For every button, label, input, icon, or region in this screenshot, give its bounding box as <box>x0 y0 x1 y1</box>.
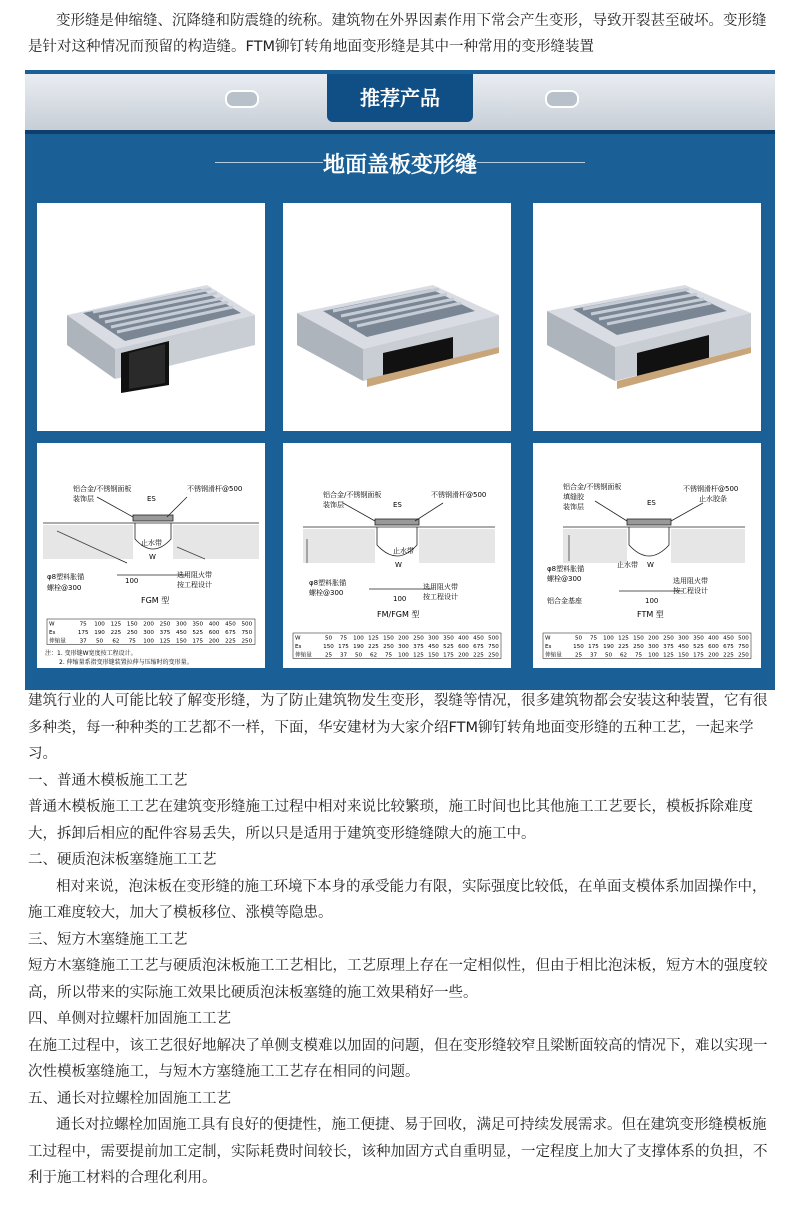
spec-table-cell: 100 <box>94 621 105 628</box>
spec-table-cell: 300 <box>428 635 439 642</box>
spec-table-cell: 25 <box>324 652 333 659</box>
spec-table-cell: 100 <box>398 652 409 659</box>
spec-table-cell: 175 <box>77 630 89 636</box>
spec-table-cell: 50 <box>95 638 104 645</box>
diagram-1-label-rod: 不锈钢滑杆@500 <box>187 485 243 493</box>
diagram-1-label-waterstop: 止水带 <box>141 539 162 547</box>
paragraph-text: 四、单侧对拉螺杆加固施工工艺 <box>28 1011 231 1027</box>
spec-table-cell: W <box>545 635 551 642</box>
paragraph-text: 相对来说，泡沫板在变形缝的施工环境下本身的承受能力有限，实际强度比较低，在单面支模体系加固操作中，施工难度较大，加大了模板移位、涨模等隐患。 <box>28 878 767 921</box>
spec-table-cell: 350 <box>192 621 204 628</box>
spec-table-cell: 500 <box>738 635 749 642</box>
spec-table-cell: 伸缩量 <box>545 652 562 659</box>
spec-table-cell: 750 <box>241 630 253 636</box>
diagram-3-label-seal-strip: 止水胶条 <box>699 495 727 503</box>
product-photo-1[interactable] <box>37 203 265 431</box>
spec-table-cell: W <box>49 621 55 628</box>
spec-table-cell: 300 <box>176 621 187 628</box>
spec-table-cell: 375 <box>663 644 674 650</box>
spec-table-cell: 525 <box>192 630 204 636</box>
diagram-2-label-decor: 装饰层 <box>323 501 344 509</box>
spec-table-cell: 150 <box>176 638 187 645</box>
spec-table-cell: 伸缩量 <box>49 638 66 645</box>
diagram-2-label-fire: 选用阻火带 <box>423 583 458 591</box>
spec-table-cell: 50 <box>324 635 333 642</box>
spec-table-cell: 125 <box>413 652 424 659</box>
diagram-1-label-fire: 选用阻火带 <box>177 571 212 579</box>
spec-table-cell: 175 <box>338 644 349 650</box>
spec-table-cell: 450 <box>428 644 439 650</box>
spec-table-cell: 75 <box>384 652 393 659</box>
spec-table-cell: 150 <box>323 644 334 650</box>
spec-table-cell: 225 <box>473 652 484 659</box>
spec-table-cell: 37 <box>589 652 598 659</box>
spec-table-cell: 150 <box>126 621 138 628</box>
spec-table-cell: 190 <box>603 644 614 650</box>
diagram-3-caption: FTM 型 <box>637 610 664 619</box>
paragraph-text: 五、通长对拉螺栓加固施工工艺 <box>28 1090 231 1107</box>
spec-table-cell: 250 <box>413 635 424 642</box>
intro-text: 变形缝是伸缩缝、沉降缝和防震缝的统称。建筑物在外界因素作用下常会产生变形，导致开裂甚至破坏。变形缝是针对这种情况而预留的构造缝。FTM铆钉转角地面变形缝是其中一种常用的变形缝装置 <box>28 13 767 55</box>
spec-table-cell: 175 <box>588 644 599 650</box>
diagram-1-caption: FGM 型 <box>141 596 170 605</box>
spec-table-cell: 125 <box>618 635 629 642</box>
diagram-3-label-fire: 选用阻火带 <box>673 577 708 585</box>
spec-table-cell: 175 <box>192 638 204 645</box>
spec-table-cell: 300 <box>678 635 689 642</box>
diagram-3-label-anchor: φ8塑料胀锚 <box>547 565 585 573</box>
spec-table-cell: 175 <box>693 652 704 659</box>
spec-table-cell: 600 <box>208 630 220 636</box>
spec-table-cell: 225 <box>225 638 236 645</box>
paragraph-text: 普通木模板施工工艺在建筑变形缝施工过程中相对来说比较繁琐，施工时间也比其他施工工艺要长，模板拆除难度大，拆卸后相应的配件容易丢失，所以只是适用于建筑变形缝缝隙大的施工中。 <box>28 799 753 842</box>
spec-table-cell: 250 <box>241 638 253 645</box>
spec-table-cell: 450 <box>473 635 484 642</box>
spec-table-cell: 100 <box>603 635 614 642</box>
intro-paragraph <box>28 8 773 60</box>
spec-table-cell: 37 <box>79 638 87 645</box>
spec-table-cell: 400 <box>208 621 220 628</box>
spec-table-cell: 350 <box>693 635 704 642</box>
spec-table-cell: 200 <box>648 635 659 642</box>
diagram-1-label-panel: 铝合金/不锈钢面板 <box>73 485 132 493</box>
diagram-1-label-anchor: φ8塑料胀锚 <box>47 573 85 581</box>
product-photo-2[interactable] <box>283 203 511 431</box>
spec-table-cell: 75 <box>339 635 348 642</box>
spec-table-cell: 675 <box>473 644 484 650</box>
spec-table-cell: 150 <box>633 635 644 642</box>
spec-table-cell: 675 <box>225 630 236 636</box>
spec-table-cell: 675 <box>723 644 734 650</box>
article-paragraph <box>28 847 773 874</box>
diagram-3-label-panel: 铝合金/不锈钢面板 <box>563 483 622 491</box>
diagram-1-note-2: 2. 伸缩量系指变形缝装置拉伸与压缩时的变形量。 <box>59 659 193 666</box>
diagram-3-label-w: W <box>647 561 654 569</box>
title-line-right <box>477 162 585 163</box>
paragraph-text: 一、普通木模板施工工艺 <box>28 772 188 789</box>
spec-table-cell: 400 <box>458 635 469 642</box>
diagram-1-label-w: W <box>149 553 156 561</box>
spec-table-cell: 400 <box>708 635 719 642</box>
spec-table-cell: 200 <box>398 635 409 642</box>
spec-table-cell: 75 <box>128 638 136 645</box>
spec-table-cell: 525 <box>693 644 704 650</box>
spec-table-cell: 750 <box>488 644 499 650</box>
diagram-card-2[interactable] <box>283 443 511 668</box>
spec-table-cell: 300 <box>648 644 659 650</box>
spec-table-cell: 500 <box>488 635 499 642</box>
spec-table-cell: 200 <box>708 652 719 659</box>
diagram-2-label-panel: 铝合金/不锈钢面板 <box>323 491 382 499</box>
ring-left-icon <box>225 90 259 108</box>
paragraph-text: 二、硬质泡沫板塞缝施工工艺 <box>28 852 217 868</box>
paragraph-text: 短方木塞缝施工工艺与硬质泡沫板施工工艺相比，工艺原理上存在一定相似性，但由于相比泡沫板，短方木的强度较高，所以带来的实际施工效果比硬质泡沫板塞缝的施工效果稍好一些。 <box>28 958 768 1001</box>
spec-table-cell: 75 <box>589 635 598 642</box>
diagram-card-1[interactable] <box>37 443 265 668</box>
diagram-2-label-w: W <box>395 561 402 569</box>
spec-table-cell: 250 <box>383 644 394 650</box>
spec-table-cell: 125 <box>159 638 171 645</box>
spec-table-cell: 300 <box>143 630 154 636</box>
article-paragraph <box>28 1086 773 1113</box>
article-body <box>28 688 773 1192</box>
spec-table-cell: 750 <box>738 644 749 650</box>
spec-table-cell: 600 <box>708 644 719 650</box>
spec-table-cell: 伸缩量 <box>295 652 312 659</box>
spec-table-cell: 150 <box>573 644 584 650</box>
diagram-2-label-rod: 不锈钢滑杆@500 <box>431 491 487 499</box>
spec-table-cell: 500 <box>241 621 253 628</box>
article-paragraph <box>28 768 773 795</box>
diagram-3-label-design: 按工程设计 <box>673 587 708 595</box>
diagram-card-3[interactable] <box>533 443 761 668</box>
spec-table-cell: 350 <box>443 635 454 642</box>
product-photo-3[interactable] <box>533 203 761 431</box>
diagram-3-spec-table <box>543 633 751 659</box>
paragraph-text: 在施工过程中，该工艺很好地解决了单侧支模难以加固的问题，但在变形缝较窄且梁断面较高的情况下，难以实现一次性模板塞缝施工，与短木方塞缝施工工艺存在相同的问题。 <box>28 1037 768 1080</box>
spec-table-cell: 250 <box>738 652 749 659</box>
ring-right-icon <box>545 90 579 108</box>
diagram-1-label-decor: 装饰层 <box>73 495 94 503</box>
diagram-1-note-1: 注：1. 变形缝W宽度按工程设计。 <box>45 650 137 657</box>
diagram-3-label-base: 铝合金基座 <box>547 597 582 605</box>
diagram-2-label-design: 按工程设计 <box>423 593 458 601</box>
spec-table-cell: 190 <box>94 630 105 636</box>
section-title: 地面盖板变形缝 <box>322 153 477 178</box>
article-paragraph <box>28 1033 773 1086</box>
diagram-1-spec-table <box>47 619 255 645</box>
diagram-2-caption: FM/FGM 型 <box>377 610 420 619</box>
spec-table-cell: 150 <box>383 635 394 642</box>
recommended-tab[interactable]: 推荐产品 <box>327 74 473 122</box>
spec-table-cell: 250 <box>663 635 674 642</box>
spec-table-cell: 225 <box>618 644 629 650</box>
spec-table-cell: 62 <box>619 652 628 659</box>
diagram-2-label-waterstop: 止水带 <box>393 547 414 555</box>
spec-table-cell: 25 <box>574 652 583 659</box>
spec-table-cell: 200 <box>208 638 220 645</box>
spec-table-cell: 125 <box>110 621 122 628</box>
diagram-2-label-bolt: 螺栓@300 <box>309 589 344 597</box>
spec-table-cell: Es <box>49 630 56 636</box>
spec-table-cell: 375 <box>159 630 171 636</box>
paragraph-text: 通长对拉螺栓加固施工具有良好的便捷性，施工便捷、易于回收，满足可持续发展需求。但在建筑变形缝模板施工过程中，需要提前加工定制，实际耗费时间较长，该种加固方式自重明显，一定程度上加大了支撑体系的负担，不利于施工材料的合理化利用。 <box>28 1117 768 1186</box>
spec-table-cell: 250 <box>159 621 171 628</box>
diagram-3-label-100: 100 <box>645 597 659 605</box>
spec-table-cell: 37 <box>339 652 348 659</box>
recommended-products-panel <box>25 70 775 690</box>
spec-table-cell: 450 <box>723 635 734 642</box>
spec-table-cell: 200 <box>143 621 154 628</box>
spec-table-cell: 150 <box>678 652 689 659</box>
spec-table-cell: 600 <box>458 644 469 650</box>
spec-table-cell: 450 <box>225 621 236 628</box>
article-paragraph <box>28 1006 773 1033</box>
spec-table-cell: 175 <box>443 652 454 659</box>
spec-table-cell: Es <box>295 644 302 650</box>
spec-table-cell: W <box>295 635 301 642</box>
spec-table-cell: 450 <box>176 630 187 636</box>
diagram-3-label-bolt: 螺栓@300 <box>547 575 582 583</box>
diagram-1-label-bolt: 螺栓@300 <box>47 584 82 592</box>
spec-table-cell: 250 <box>488 652 499 659</box>
spec-table-cell: 525 <box>443 644 454 650</box>
spec-table-cell: 200 <box>458 652 469 659</box>
spec-table-cell: 75 <box>79 621 87 628</box>
spec-table-cell: 125 <box>663 652 674 659</box>
diagram-1-label-100: 100 <box>125 577 139 585</box>
spec-table-cell: 250 <box>126 630 138 636</box>
diagram-3-label-waterstop: 止水带 <box>617 561 638 569</box>
article-paragraph <box>28 874 773 927</box>
spec-table-cell: 100 <box>648 652 659 659</box>
diagram-2-spec-table <box>293 633 501 659</box>
spec-table-cell: 50 <box>604 652 613 659</box>
paragraph-text: 建筑行业的人可能比较了解变形缝，为了防止建筑物发生变形，裂缝等情况，很多建筑物都会安装这种装置，它有很多种类，每一种种类的工艺都不一样，下面，华安建材为大家介绍FTM铆钉转角地面变形缝的五种工艺，一起来学习。 <box>28 693 768 762</box>
article-paragraph <box>28 953 773 1006</box>
spec-table-cell: 62 <box>112 638 120 645</box>
spec-table-cell: 50 <box>354 652 363 659</box>
diagram-3-label-sealant: 填缝胶 <box>563 493 584 501</box>
diagram-3-label-decor: 装饰层 <box>563 503 584 511</box>
article-paragraph <box>28 1112 773 1192</box>
diagram-2-label-es: ES <box>393 501 402 509</box>
header-underline <box>25 130 775 134</box>
article-paragraph <box>28 927 773 954</box>
spec-table-cell: 100 <box>143 638 154 645</box>
spec-table-cell: 50 <box>574 635 583 642</box>
diagram-2-label-anchor: φ8塑料胀锚 <box>309 579 347 587</box>
diagram-2-label-100: 100 <box>393 595 407 603</box>
spec-table-cell: 250 <box>633 644 644 650</box>
spec-table-cell: 125 <box>368 635 379 642</box>
spec-table-cell: 190 <box>353 644 364 650</box>
spec-table-cell: 150 <box>428 652 439 659</box>
article-paragraph <box>28 688 773 768</box>
diagram-3-label-rod: 不锈钢滑杆@500 <box>683 485 739 493</box>
article-paragraph <box>28 794 773 847</box>
diagram-1-label-es: ES <box>147 495 156 503</box>
spec-table-cell: Es <box>545 644 552 650</box>
spec-table-cell: 62 <box>369 652 378 659</box>
spec-table-cell: 300 <box>398 644 409 650</box>
paragraph-text: 三、短方木塞缝施工工艺 <box>28 931 188 948</box>
spec-table-cell: 225 <box>368 644 379 650</box>
spec-table-cell: 375 <box>413 644 424 650</box>
spec-table-cell: 225 <box>723 652 734 659</box>
spec-table-cell: 75 <box>634 652 643 659</box>
spec-table-cell: 100 <box>353 635 364 642</box>
diagram-3-label-es: ES <box>647 499 656 507</box>
spec-table-cell: 450 <box>678 644 689 650</box>
spec-table-cell: 225 <box>110 630 122 636</box>
diagram-1-label-design: 按工程设计 <box>177 581 212 589</box>
